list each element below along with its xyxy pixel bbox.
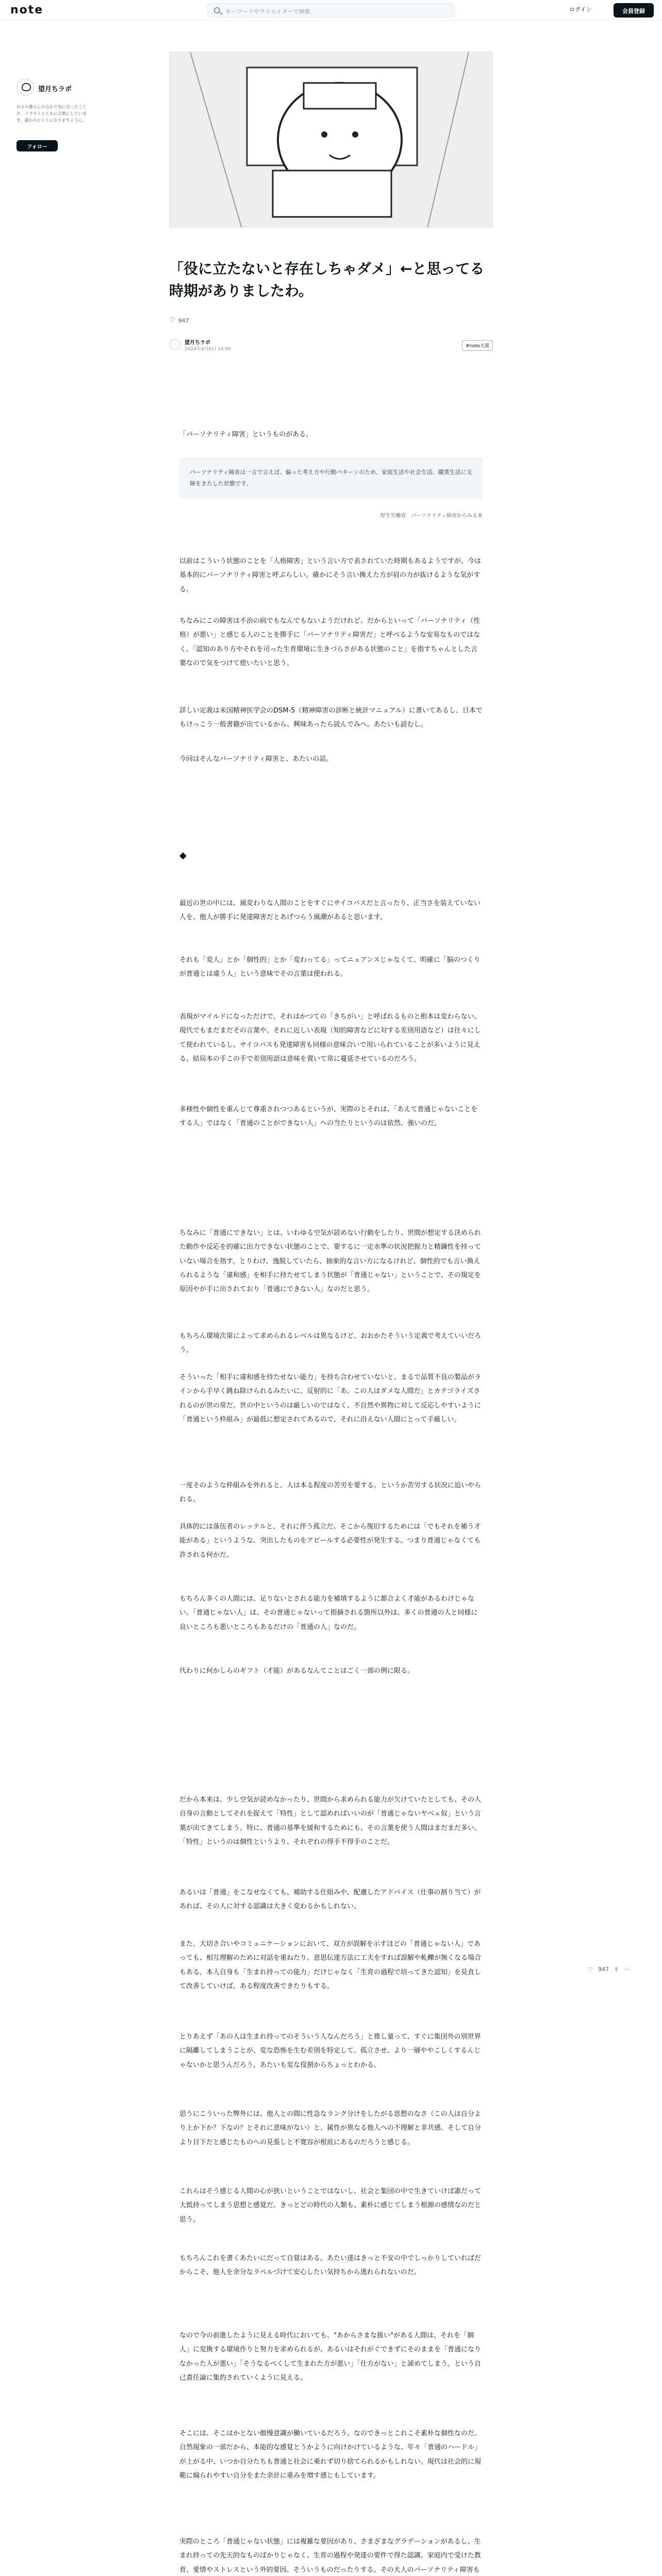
floating-action-bar — [588, 1966, 635, 1973]
like-count[interactable] — [169, 317, 189, 324]
avatar[interactable] — [16, 78, 34, 96]
paragraph: 以前はこういう状態のことを「人格障害」という言い方で表されていた時期もあるようですが、今は基本的にパーソナリティ障害と呼ぶらしい。確かにそう言い換えた方が肩の力が抜けるような気がする。 — [179, 557, 482, 594]
eyecatch-illustration — [169, 52, 493, 228]
article-title: 「役に立たないと存在しちゃダメ」←と思ってる時期がありましたわ。 — [169, 260, 485, 300]
paragraph: そこには、そこはかとない傲慢意識が働いているだろう。なのできっとこれこそ素朴な個性なのだ。自然現象の一部だから、本能的な感覚とうかように向けかけているような、年々「普通のハードル」が上がる中、いつか自分たちも普通と社会に乗れず切り捨てられるかもしれない。現代は社会的に規範に煽られやすい自分をまた余計に重みを増す感じもしています。 — [179, 2430, 482, 2480]
follow-button[interactable]: フォロー — [16, 140, 58, 151]
login-link[interactable]: ログイン — [569, 6, 592, 13]
paragraph: あるいは「普通」をこなせなくても、補助する仕組みや、配慮したアドバイス（仕事の割り当て）があれば、その人に対する認識は大きく変わるかもしれない。 — [179, 1889, 481, 1911]
float-heart-icon[interactable]: ♡ — [588, 1966, 593, 1973]
paragraph: それも「変人」とか「個性的」とか「変わってる」ってニュアンスじゃなくて、明確に「脳のつくりが普通とは違う人」という意味でその言葉は使われる。 — [179, 956, 481, 978]
section-dot: ◆ — [179, 850, 187, 861]
paragraph: 一度そのような枠組みを外れると、人は本る程度の苦労を要する。というか苦労する状況に追いやられる。 — [179, 1482, 482, 1504]
signup-button[interactable]: 会員登録 — [614, 3, 654, 18]
search-input[interactable] — [207, 3, 455, 18]
creator-bio: 日々の暮らしのなかで気になったことを、イラストとともに言葉にしています。誰かのヒントになりますように。 — [16, 105, 87, 123]
search-placeholder: キーワードやクリエイターで検索 — [225, 8, 310, 15]
paragraph: ちなみに「普通にできない」とは、いわゆる空気が読めない行動をしたり、世間が想定する決められた動作や反応を的確に出力できない状態のことで、要するに一定水準の状況把握力と精錬性を持っていない場合を指す。とりわけ、逸脱していたら、抽象的な言い方になるけれど、個性的でも言い換えられるような「違和感」を相手に持たせてしまう状態が「普通じゃない」ということで、その規定を原因やが手に出されており「普通にできない人」なのだと思う。 — [179, 1229, 482, 1294]
paragraph: 具体的には落伍者のレッテルと、それに伴う孤立だ。そこから復旧するためには「でもそれを補う才能がある」というような、突出したものをアピールする必要性が発生する。つまり普通じゃなくても許される何かだ。 — [179, 1523, 481, 1559]
heart-icon[interactable]: ♡ — [169, 316, 176, 325]
paragraph: もちろん多くの人間には、足りないとされる能力を補填するように都合よく才能があるわけじゃない。「普通じゃない人」は、その普通じゃないって指摘される箇所以外は、多くの普通の人と同様に良いところも悪いところもあるだけの「普通の人」なのだ。 — [179, 1595, 478, 1631]
like-number: 947 — [178, 317, 189, 324]
author-avatar[interactable] — [169, 339, 180, 350]
paragraph: 詳しい定義は米国精神医学会のDSM-5（精神障害の診断と統計マニュアル）に書いてあるし、日本でもけっこう一般書籍が出ているから、興味あったら読んでみへ。あたいも読むし。 — [179, 707, 483, 729]
paragraph: なので今の前進したように見える時代においても、"あからさまな扱い"がある人間は、それを「個人」に変換する環境作りと努力を求められるが、あるいはそれがぐできずにそのままを「普通になりなかった人が悪い」「そうなるべくして生まれた方が悪い」「仕方がない」と諦めてしまう。という自己責任論に集約されていくように見える。 — [179, 2332, 482, 2382]
share-icon[interactable]: ⇪ — [614, 1966, 619, 1973]
quote-citation: 厚生労働省 パーソナリティ障害からみる本 — [380, 513, 483, 519]
float-like-count: 947 — [598, 1966, 609, 1973]
publish-date: 2024年4月6日 14:00 — [185, 347, 231, 352]
top-header — [0, 0, 662, 21]
paragraph: 最近の世の中には、風変わりな人間のことをすぐにサイコパスだと言ったり、正当さを装えていない人を、他人が勝手に発達障害だとあげつらう風潮があると思います。 — [179, 900, 481, 922]
hashtag-badge[interactable]: #note大賞 — [462, 340, 493, 351]
paragraph: 多様性や個性を重んじて尊重されつつあるというが、実際のとそれは、「あえて普通じゃないことをする人」ではなく「普通のことができない人」への当たりというのは依然、強いのだ。 — [179, 1106, 478, 1128]
more-icon[interactable]: ⋯ — [624, 1966, 630, 1973]
paragraph: また、大切さ合いやコミュニケーションにおいて、双方が誤解を示すほどの「普通じゃない人」であっても、相互理解のために対話を重ねたり、意思伝達方法に工夫をすれば誤解や軋轢が無くなる場合もある。本人自身も「生まれ持っての能力」だけじゃなく「生育の過程で培ってきた認知」を見直して改善していけば、ある程度改善できたりもする。 — [179, 1940, 482, 1990]
paragraph: これらはそう感じる人間の心が狭いということではないし、社会と集団の中で生きていけば誰だって大抵持ってしまう思想と感覚だ。きっとどの時代の人類も、素朴に感じてしまう根源の感情なのだと思う。 — [179, 2188, 482, 2224]
note-logo[interactable]: note — [10, 4, 44, 16]
paragraph: 「パーソナリティ障害」というものがある。 — [179, 431, 313, 438]
search-icon — [214, 7, 220, 13]
author-row — [169, 338, 493, 353]
paragraph: ちなみにこの障害は不治の病でもなんでもないようだけれど、だからといって「パーソナリティ（性格）が悪い」と感じる人のことを勝手に「パーソナリティ障害だ」と呼べるような安易なものではなく、「認知のあり方やそれを司った生育環境に生きづらさがある状態のこと」を指すちゃんとした言葉なので気をつけて使いたいと思う。 — [179, 617, 481, 667]
paragraph: だから本来は、少し空気が読めなかったり、世間から求められる能力が欠けていたとしても、その人自身の言動としてそれを捉えて「特性」として認めればいいのが「普通じゃないヤベェ奴」という言葉が出てきてしまう。特に、普通の基準を緩和するためにも、その言葉を使う人間はまだまだ多い。「特性」というのは個性というより、それぞれの得手不得手のことだ。 — [179, 1796, 482, 1846]
paragraph: 代わりに何かしらのギフト（才能）があるなんてことはごく一部の例に限る。 — [179, 1667, 415, 1675]
paragraph: もちろん環境次第によって求められるレベルは異なるけど、おおかたそういう定義で考えていいだろう。 — [179, 1332, 482, 1354]
paragraph: 今回はそんなパーソナリティ障害と、あたいの話。 — [179, 755, 333, 763]
creator-name[interactable]: 望月ちラボ — [38, 86, 72, 93]
paragraph: そういった「相手に違和感を持たせない能力」を持ち合わせていないと、まるで品質不良の製品がラインから手早く跳ね除けられるみたいに、反射的に「あ、この人はダメな人間だ」とカテゴライズされるのが世の常だ。世の中というのは厳しいのではなく、不自然や異物に対して反応しやすいように「普通という枠組み」が最低に想定されてあるので、それに沿えない人間にとって手厳しい。 — [179, 1374, 481, 1423]
blockquote: パーソナリティ障害は一言で言えば、偏った考え方や行動パターンのため、家庭生活や社会生活、職業生活に支障をきたした状態です。 — [179, 457, 483, 499]
paragraph: 表現がマイルドになっただけで、それはかつての「きちがい」と呼ばれるものと根本は変わらない。現代でもまだまだその言葉や、それに近しい表現（知的障害などに対する差別用語など）は往々にして使われているし、サイコパスも発達障害も同様の意味合いで用いられていることが多いように見える。結局本の手この手で差別用語は意味を置いて常に蔓延させているのだろう。 — [179, 1013, 481, 1063]
paragraph: 実際のところ「普通じゃない状態」には複雑な要因があり、さまざまなグラデーションがあるし、生まれ持っての先天的なものばかりじゃなく、生育の過程や発達の要件で得た認識、家庭内で受けた教育、愛情やストレスという外的要因、そういうものだったりする。その大人のパーソナリティ障害も — [179, 2538, 481, 2574]
paragraph: 思うにこういった弊外には、他人との間に性急なランク分けをしたがる思想のなさ（この人は自分より上か下か？下なの？とそれに意味がない）と、属性が異なる他人への不理解と非共感、そして自分より目下だと感じたものへの見張しと不寛容が根底にあるのだろうと感じる。 — [179, 2110, 482, 2146]
paragraph: もちろんこれを書くあたいにだって自覚はある。あたい達はきっと不安の中でしっかりしていればだからこそ、他人を余分なラベルづけて安心したい気持ちから逃れられないのだ。 — [179, 2255, 482, 2277]
paragraph: とりあえず「あの人は生まれ持ってのそういう人なんだろう」と推し量って、すぐに集団外の別世界に隔離してしまうことが、変な恐怖を生む差別を特定して、孤立させ、より一層ややこしくするんじゃないかと思うんだろう。あたいも変な役割からちょっとわかる。 — [179, 2033, 481, 2069]
author-name[interactable]: 望月ちラボ — [185, 340, 210, 346]
